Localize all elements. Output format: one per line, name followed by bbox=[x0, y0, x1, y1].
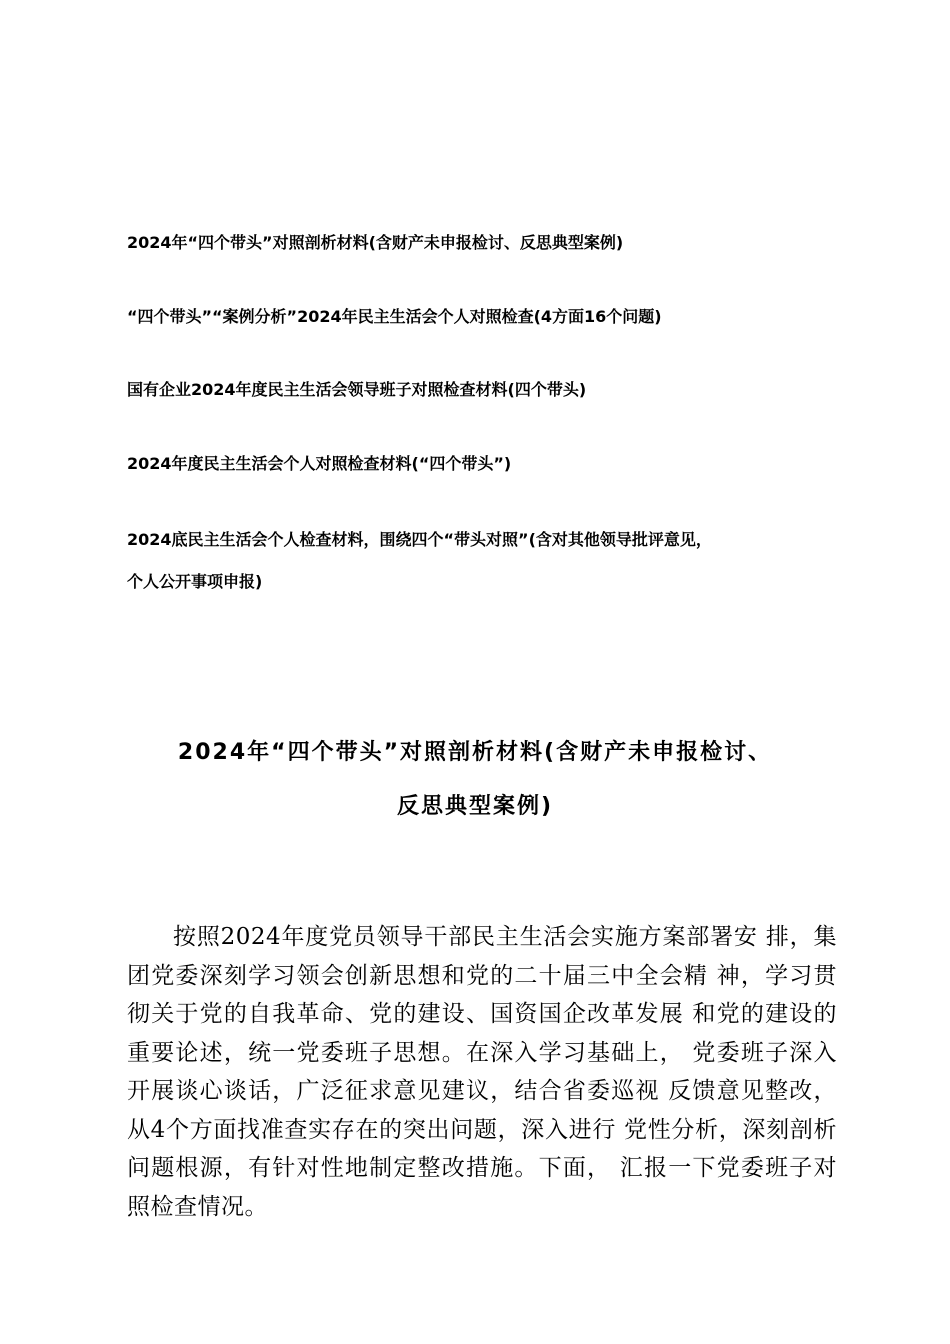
toc-item-2[interactable]: “四个带头”“案例分析”2024年民主生活会个人对照检查(4方面16个问题) bbox=[127, 307, 662, 326]
toc-item-5[interactable] bbox=[127, 530, 847, 592]
toc-item-5-line-1: 2024底民主生活会个人检查材料，围绕四个“带头对照”(含对其他领导批评意见， bbox=[127, 530, 712, 549]
toc-item-4[interactable]: 2024年度民主生活会个人对照检查材料(“四个带头”) bbox=[127, 454, 512, 473]
document-title-line-1: 2024年“四个带头”对照剖析材料(含财产未申报检讨、 bbox=[177, 740, 773, 765]
toc-item-1[interactable]: 2024年“四个带头”对照剖析材料(含财产未申报检讨、反思典型案例) bbox=[127, 233, 624, 252]
document-title-line-2: 反思典型案例) bbox=[396, 794, 554, 819]
body-paragraph: 按照2024年度党员领导干部民主生活会实施方案部署安 排，集团党委深刻学习领会创新思想和党的二十届三中全会精 神，学习贯彻关于党的自我革命、党的建设、国资国企改革发展 和党的建设的重要论述，统一党委班子思想。在深入学习基础上， 党委班子深入开展谈心谈话，广泛征求意见建议，结合省委巡视 反馈意见整改，从4个方面找准查实存在的突出问题，深入进行 党性分析，深刻剖析问题根源，有针对性地制定整改措施。下面， 汇报一下党委班子对照检查情况。 bbox=[127, 924, 837, 1220]
toc-item-3[interactable]: 国有企业2024年度民主生活会领导班子对照检查材料(四个带头) bbox=[127, 380, 587, 399]
document-title bbox=[100, 740, 850, 820]
toc-item-5-line-2: 个人公开事项申报) bbox=[127, 572, 263, 591]
